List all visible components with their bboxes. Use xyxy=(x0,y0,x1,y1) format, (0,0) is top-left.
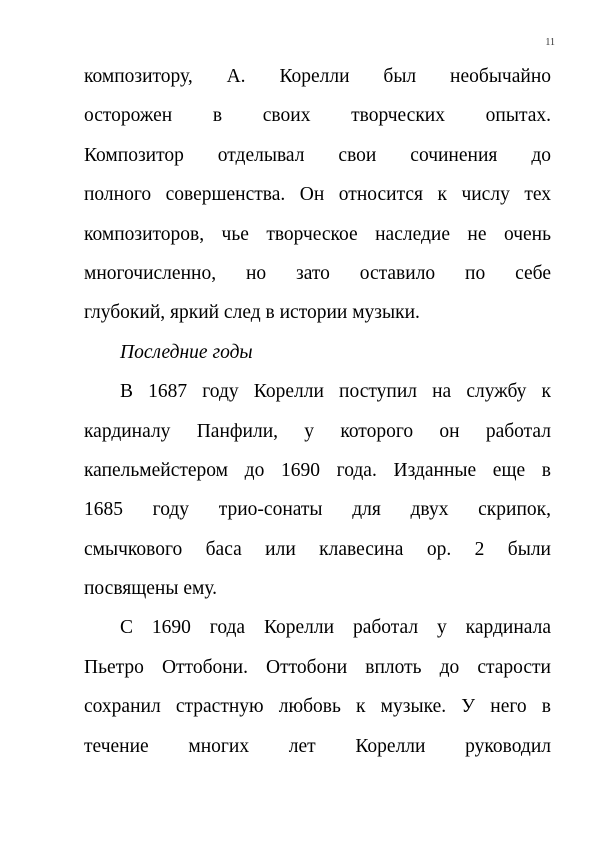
text-line: капельмейстером до 1690 года. Изданные еще в xyxy=(84,459,551,481)
text-line: осторожен в своих творческих опытах. xyxy=(84,105,551,127)
text-line: В 1687 году Корелли поступил на службу к xyxy=(120,381,551,403)
document-body xyxy=(84,57,551,766)
text-line: кардиналу Панфили, у которого он работал xyxy=(84,420,551,442)
text-line: посвящены ему. xyxy=(84,578,217,600)
text-line: сохранил страстную любовь к музыке. У него в xyxy=(84,696,551,718)
text-line: Пьетро Оттобони. Оттобони вплоть до старости xyxy=(84,656,551,678)
text-line: 1685 году трио-сонаты для двух скрипок, xyxy=(84,499,551,521)
page-number: 11 xyxy=(545,37,555,48)
text-line: Композитор отделывал свои сочинения до xyxy=(84,144,551,166)
text-line: С 1690 года Корелли работал у кардинала xyxy=(120,617,551,639)
text-line: композитору, А. Корелли был необычайно xyxy=(84,66,551,87)
text-line: полного совершенства. Он относится к числу тех xyxy=(84,184,551,206)
text-line: композиторов, чье творческое наследие не очень xyxy=(84,223,551,245)
text-line: многочисленно, но зато оставило по себе xyxy=(84,262,551,284)
text-line: смычкового баса или клавесина ор. 2 были xyxy=(84,538,551,560)
text-line: течение многих лет Корелли руководил xyxy=(84,735,551,757)
section-heading: Последние годы xyxy=(120,341,253,363)
text-line: глубокий, яркий след в истории музыки. xyxy=(84,302,420,324)
